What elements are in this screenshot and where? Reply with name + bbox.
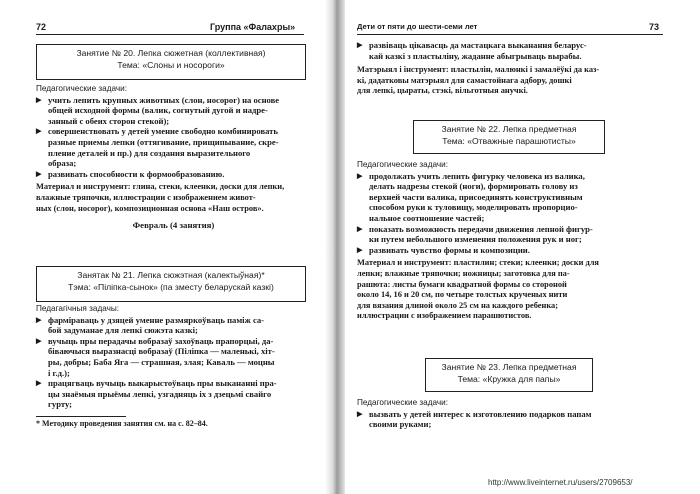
task-item: ▶ фарміраваць у дзяцей уменне размяркоўваць паміж са- бой задуманае для лепкі сюжэта казкі; — [36, 314, 265, 336]
task-item: ▶ працягваць вучыць выкарыстоўваць пры выкананні пра- цы знаёмыя прыёмы лепкі, узгадняць іх з дзецьмі свайго гурту; — [36, 378, 277, 410]
task-item: ▶ вучыць пры перадачы вобразаў захоўваць прапорцыі, да- біваючыся выразнасці вобразаў (Піліпка — маленькі, хіт- ры, добры; Баба Яга — страшная, злая; Каваль — моцны і г.д.); — [36, 335, 275, 378]
tasks-label-21: Педагагічныя задачы: — [36, 304, 120, 313]
task-item: ▶ продолжать учить лепить фигурку человека из валика, делать надрезы стекой (ноги), формировать голову из верхней части валика, присоединять конструктивным способом руки к туловищу, моделировать пропорцио- нальное соотношение частей; — [357, 170, 585, 223]
lesson-22-title: Занятие № 22. Лепка предметная — [441, 124, 577, 134]
task-item: ▶ развіваць цікавасць да мастацкага выканання беларус- кай казкі з пластыліну, жаданне абыгрываць вырабы. — [357, 40, 587, 61]
lesson-22-box — [413, 120, 605, 154]
lesson-23-title: Занятие № 23. Лепка предметная — [441, 362, 577, 372]
lesson-23-content — [357, 398, 667, 430]
month-heading: Февраль (4 занятия) — [132, 220, 215, 231]
header-rule-right — [357, 34, 663, 35]
lesson-23-subtitle: Тема: «Кружка для папы» — [457, 374, 561, 384]
task-item: ▶ показать возможность передачи движения лепной фигур- ки путем небольшого изменения положения рук и ног; — [357, 223, 593, 245]
task-item: ▶ учить лепить крупных животных (слон, носорог) на основе общей исходной формы (валик, согнутый дугой и надре- занный с обеих сторон стекой); — [36, 94, 280, 126]
lesson-22-content — [357, 160, 667, 322]
task-item: ▶ вызвать у детей интерес к изготовлению подарков папам своими руками; — [357, 408, 592, 430]
task-item: ▶ развивать чувство формы и композиции. — [357, 244, 530, 255]
lesson-21-continued — [357, 40, 667, 97]
left-page — [0, 0, 325, 494]
lesson-20-content — [36, 84, 311, 230]
task-item: ▶ развивать способности к формообразованию. — [36, 168, 225, 179]
lesson-21-title: Занятак № 21. Лепка сюжэтная (калектыўная)* — [77, 270, 265, 280]
tasks-label-22: Педагогические задачи: — [357, 160, 448, 169]
lesson-22-subtitle: Тема: «Отважные парашютисты» — [442, 136, 576, 146]
materials-21: Матэрыял і інструмент: пластылін, малюнкі і замалёўкі да каз- кі, дадатковы матэрыял для самастойнага адбору, дошкі для лепкі, цыраты, стэкі, вільготныя анучкі. — [357, 65, 600, 96]
lesson-20-subtitle: Тема: «Слоны и носороги» — [117, 60, 225, 70]
lesson-21-subtitle: Тэма: «Піліпка-сынок» (па зместу беларускай казкі) — [68, 282, 274, 292]
materials-22: Материал и инструмент: пластилин; стеки; клеенки; доски для лепки; влажные тряпочки; ножницы; заготовка для па- рашюта: листы бумаги квадратной формы со стороной около 14, 16 и 20 см, по четыре толстых крученых нити для вязания длиной около 25 см на каждого ребенка; иллюстрации с изображением парашютистов. — [357, 258, 599, 321]
book-gutter — [325, 0, 345, 494]
tasks-label-20: Педагогические задачи: — [36, 84, 127, 93]
footnote-rule — [36, 416, 126, 417]
running-header-right: Дети от пяти до шести-семи лет — [357, 22, 478, 31]
materials-20: Материал и инструмент: глина, стеки, клеенки, доски для лепки, влажные тряпочки, иллюстрации с изображением живот- ных (слон, носорог), композиционная основа «Наш остров». — [36, 182, 285, 213]
lesson-21-content — [36, 304, 311, 410]
lesson-20-title: Занятие № 20. Лепка сюжетная (коллективная) — [76, 48, 266, 58]
tasks-label-23: Педагогические задачи: — [357, 398, 448, 407]
task-item: ▶ совершенствовать у детей умение свободно комбинировать разные приемы лепки (оттягивание, прищипывание, скре- пление деталей и пр.) для создания выразительного образа; — [36, 126, 279, 169]
lesson-21-box — [36, 266, 306, 302]
running-header-left: Группа «Фалахры» — [210, 22, 296, 32]
footnote: * Методику проведения занятия см. на с. 82–84. — [36, 419, 208, 428]
header-rule-left — [36, 34, 304, 35]
lesson-23-box — [425, 358, 593, 392]
lesson-20-box — [36, 44, 306, 80]
page-number-left: 72 — [36, 22, 47, 32]
page-number-right: 73 — [649, 22, 660, 32]
watermark-url: http://www.liveinternet.ru/users/2709653/ — [488, 478, 633, 487]
right-page — [345, 0, 700, 494]
